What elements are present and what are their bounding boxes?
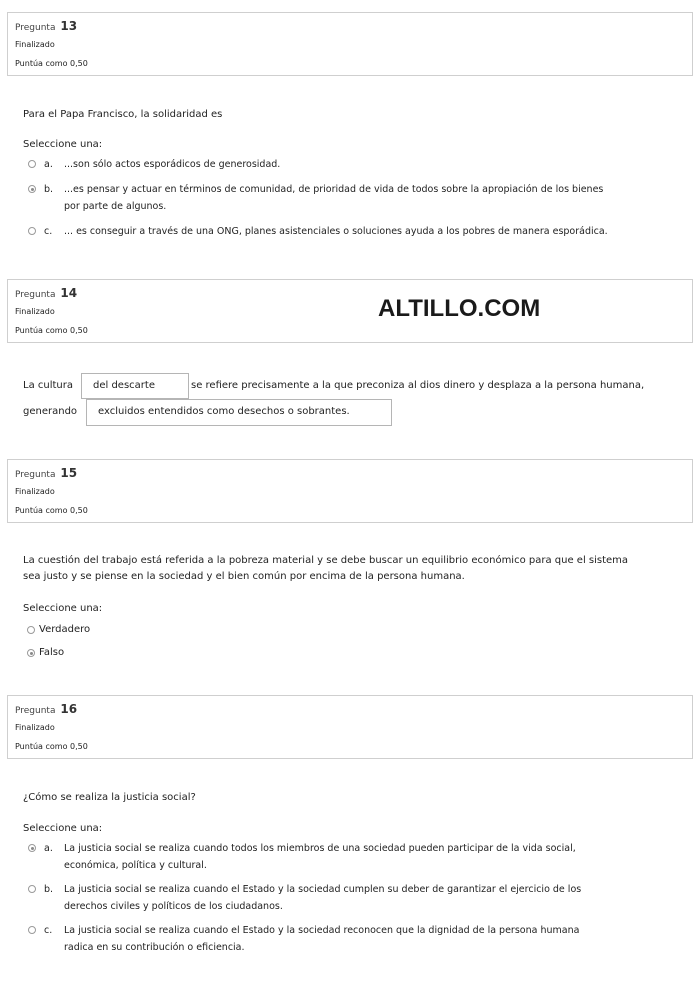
answer-option-a[interactable]: a. La justicia social se realiza cuando todos los miembros de una sociedad pueden participar de la vida social, económica, política y cultural. (28, 841, 688, 873)
question-number: Pregunta 14 (15, 286, 78, 300)
watermark-logo: ALTILLO.COM (378, 295, 541, 322)
question-15-info (7, 459, 693, 523)
question-16-info (7, 695, 693, 759)
answer-option-b[interactable]: b. ...es pensar y actuar en términos de comunidad, de prioridad de vida de todos sobre la apropiación de los bienes por parte de algunos. (28, 182, 688, 214)
answer-option-c[interactable]: c. La justicia social se realiza cuando el Estado y la sociedad reconocen que la dignidad de la persona humana radica en su contribución o eficiencia. (28, 923, 688, 955)
question-grade: Puntúa como 0,50 (15, 506, 88, 515)
question-grade: Puntúa como 0,50 (15, 326, 88, 335)
select-one-prompt: Seleccione una: (23, 603, 103, 614)
cloze-text: generando (23, 406, 78, 417)
answer-option-a[interactable]: a. ...son sólo actos esporádicos de generosidad. (28, 157, 688, 173)
radio-button[interactable] (28, 160, 36, 168)
answer-option-b[interactable]: b. La justicia social se realiza cuando el Estado y la sociedad cumplen su deber de garantizar el ejercicio de los derechos civiles y políticos de los ciudadanos. (28, 882, 688, 914)
question-13-info (7, 12, 693, 76)
radio-button[interactable] (28, 885, 36, 893)
answer-option-c[interactable]: c. ... es conseguir a través de una ONG, planes asistenciales o soluciones ayuda a los pobres de manera esporádica. (28, 224, 688, 240)
question-13-text: Para el Papa Francisco, la solidaridad es (23, 109, 223, 120)
question-14-info (7, 279, 693, 343)
cloze-answer-1[interactable]: del descarte (81, 373, 189, 399)
question-number: Pregunta 15 (15, 466, 78, 480)
question-16-text: ¿Cómo se realiza la justicia social? (23, 792, 196, 803)
question-text-line: sea justo y se piense en la sociedad y el bien común por encima de la persona humana. (23, 571, 465, 582)
answer-option-true[interactable]: Verdadero (27, 623, 147, 637)
question-text-line: La cuestión del trabajo está referida a la pobreza material y se debe buscar un equilibrio económico para que el sistema (23, 555, 629, 566)
question-15-text (23, 553, 683, 585)
question-state: Finalizado (15, 307, 55, 316)
question-number: Pregunta 16 (15, 702, 78, 716)
radio-button-checked[interactable] (28, 844, 36, 852)
question-state: Finalizado (15, 723, 55, 732)
radio-button[interactable] (28, 227, 36, 235)
cloze-text: se refiere precisamente a la que preconiza al dios dinero y desplaza a la persona humana, (191, 380, 645, 391)
select-one-prompt: Seleccione una: (23, 823, 103, 834)
question-state: Finalizado (15, 40, 55, 49)
radio-button-checked[interactable] (27, 649, 35, 657)
question-number: Pregunta 13 (15, 19, 78, 33)
radio-button-checked[interactable] (28, 185, 36, 193)
cloze-answer-2[interactable]: excluidos entendidos como desechos o sobrantes. (86, 399, 392, 426)
question-grade: Puntúa como 0,50 (15, 59, 88, 68)
cloze-text: La cultura (23, 380, 73, 391)
radio-button[interactable] (28, 926, 36, 934)
answer-option-false[interactable]: Falso (27, 646, 147, 660)
question-state: Finalizado (15, 487, 55, 496)
question-grade: Puntúa como 0,50 (15, 742, 88, 751)
select-one-prompt: Seleccione una: (23, 139, 103, 150)
radio-button[interactable] (27, 626, 35, 634)
